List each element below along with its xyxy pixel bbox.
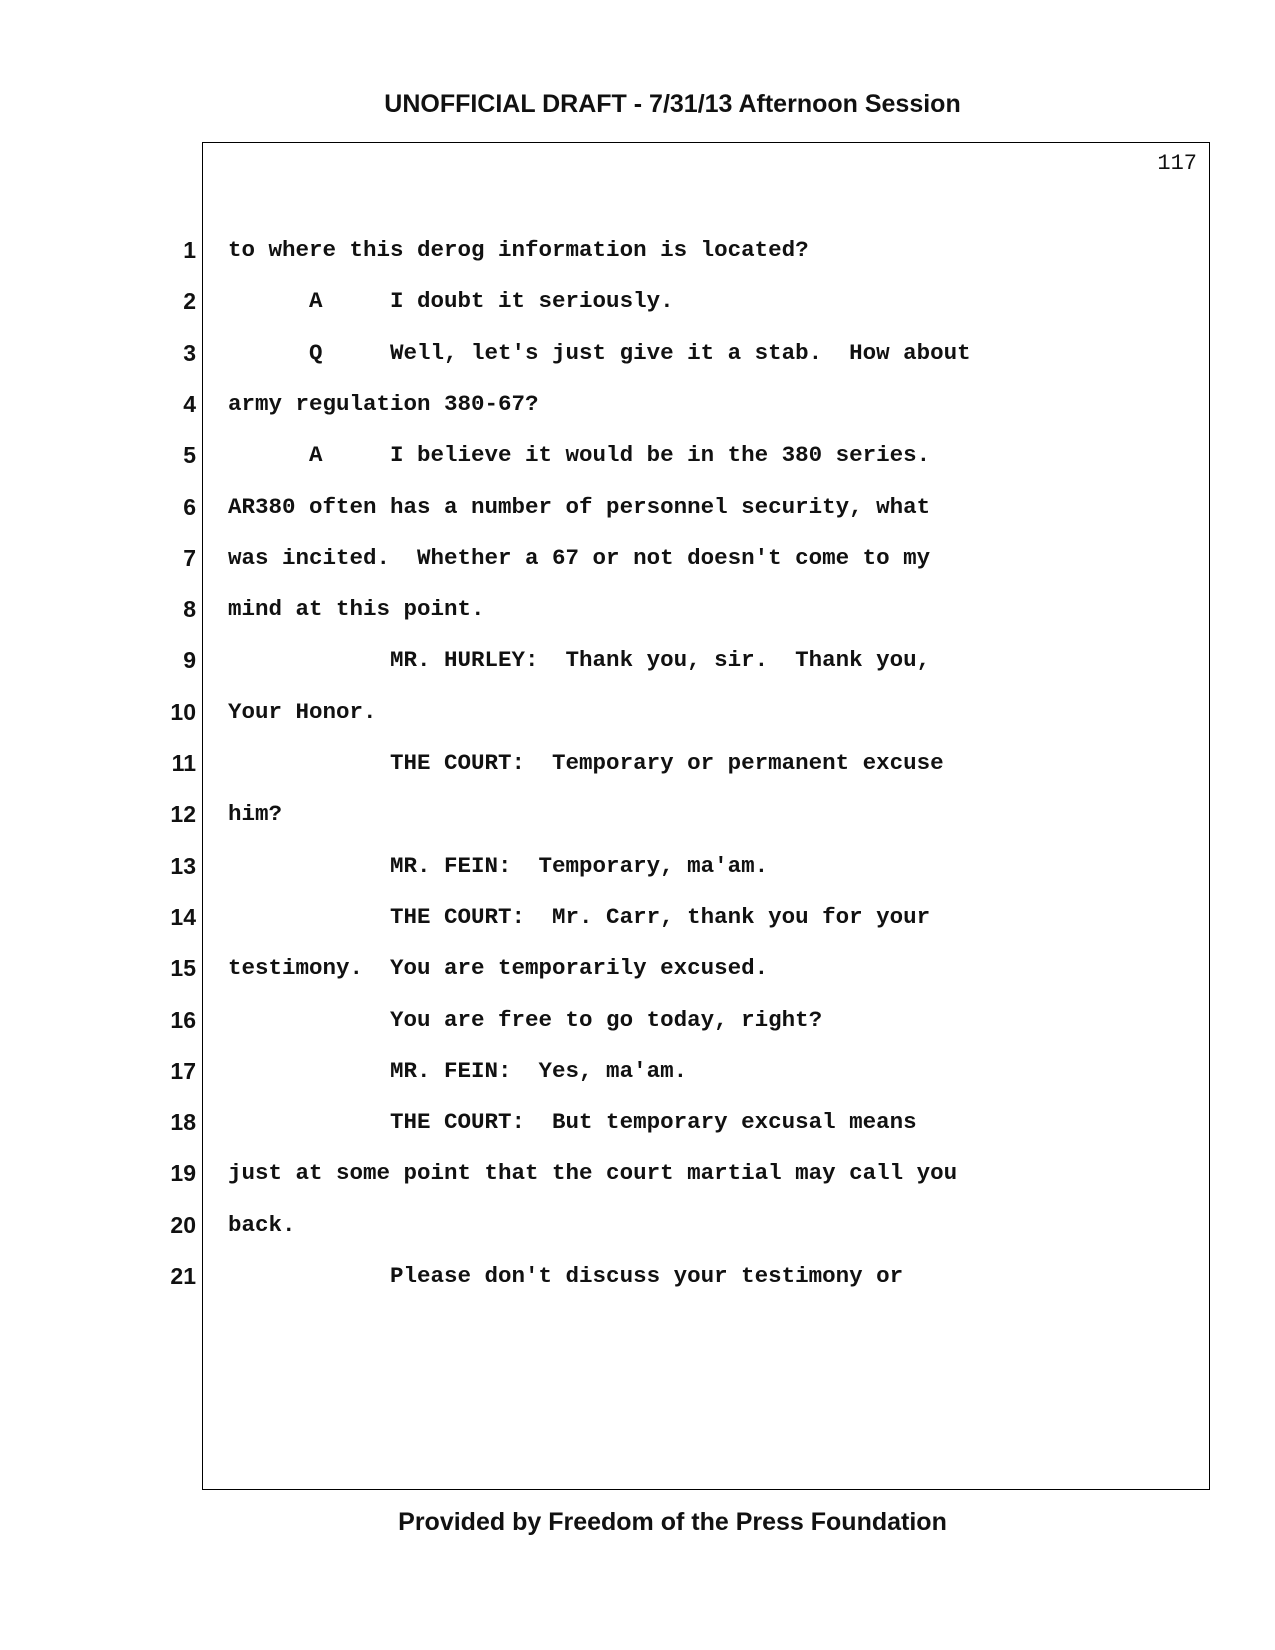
transcript-line: You are free to go today, right? (228, 1007, 823, 1033)
transcript-line: just at some point that the court martial may call you (228, 1160, 958, 1186)
transcript-line: THE COURT: But temporary excusal means (228, 1109, 917, 1135)
transcript-line: Please don't discuss your testimony or (228, 1263, 904, 1289)
line-number: 7 (183, 545, 196, 571)
line-number: 15 (170, 955, 196, 981)
transcript-line: testimony. You are temporarily excused. (228, 955, 769, 981)
transcript-line: MR. FEIN: Temporary, ma'am. (228, 853, 769, 879)
line-number: 18 (170, 1109, 196, 1135)
transcript-line: A I doubt it seriously. (228, 288, 674, 314)
transcript-line: to where this derog information is located? (228, 237, 809, 263)
transcript-line: THE COURT: Temporary or permanent excuse (228, 750, 944, 776)
document-footer: Provided by Freedom of the Press Foundation (398, 1508, 947, 1536)
line-number: 8 (183, 596, 196, 622)
line-number: 1 (183, 237, 196, 263)
transcript-line: back. (228, 1212, 296, 1238)
transcript-line: him? (228, 801, 283, 827)
line-number: 9 (183, 647, 196, 673)
line-number: 20 (170, 1212, 196, 1238)
transcript-line: MR. FEIN: Yes, ma'am. (228, 1058, 688, 1084)
line-number: 13 (170, 853, 196, 879)
line-number: 5 (183, 442, 196, 468)
transcript-line: was incited. Whether a 67 or not doesn't come to my (228, 545, 931, 571)
transcript-line: army regulation 380-67? (228, 391, 539, 417)
line-number: 21 (170, 1263, 196, 1289)
transcript-line: AR380 often has a number of personnel security, what (228, 494, 931, 520)
line-number: 4 (183, 391, 196, 417)
line-number: 11 (171, 750, 196, 776)
transcript-line: MR. HURLEY: Thank you, sir. Thank you, (228, 647, 931, 673)
transcript-line: THE COURT: Mr. Carr, thank you for your (228, 904, 931, 930)
line-number: 17 (170, 1058, 196, 1084)
line-number: 12 (170, 801, 196, 827)
transcript-line: mind at this point. (228, 596, 485, 622)
transcript-line: Your Honor. (228, 699, 377, 725)
line-number: 14 (170, 904, 196, 930)
line-number: 10 (170, 699, 196, 725)
line-number: 2 (183, 288, 196, 314)
document-header: UNOFFICIAL DRAFT - 7/31/13 Afternoon Session (384, 90, 961, 118)
line-number: 3 (183, 340, 196, 366)
line-number: 6 (183, 494, 196, 520)
line-number: 16 (170, 1007, 196, 1033)
page-number: 117 (1157, 151, 1197, 176)
transcript-line: A I believe it would be in the 380 series. (228, 442, 931, 468)
transcript-line: Q Well, let's just give it a stab. How about (228, 340, 971, 366)
line-number: 19 (170, 1160, 196, 1186)
